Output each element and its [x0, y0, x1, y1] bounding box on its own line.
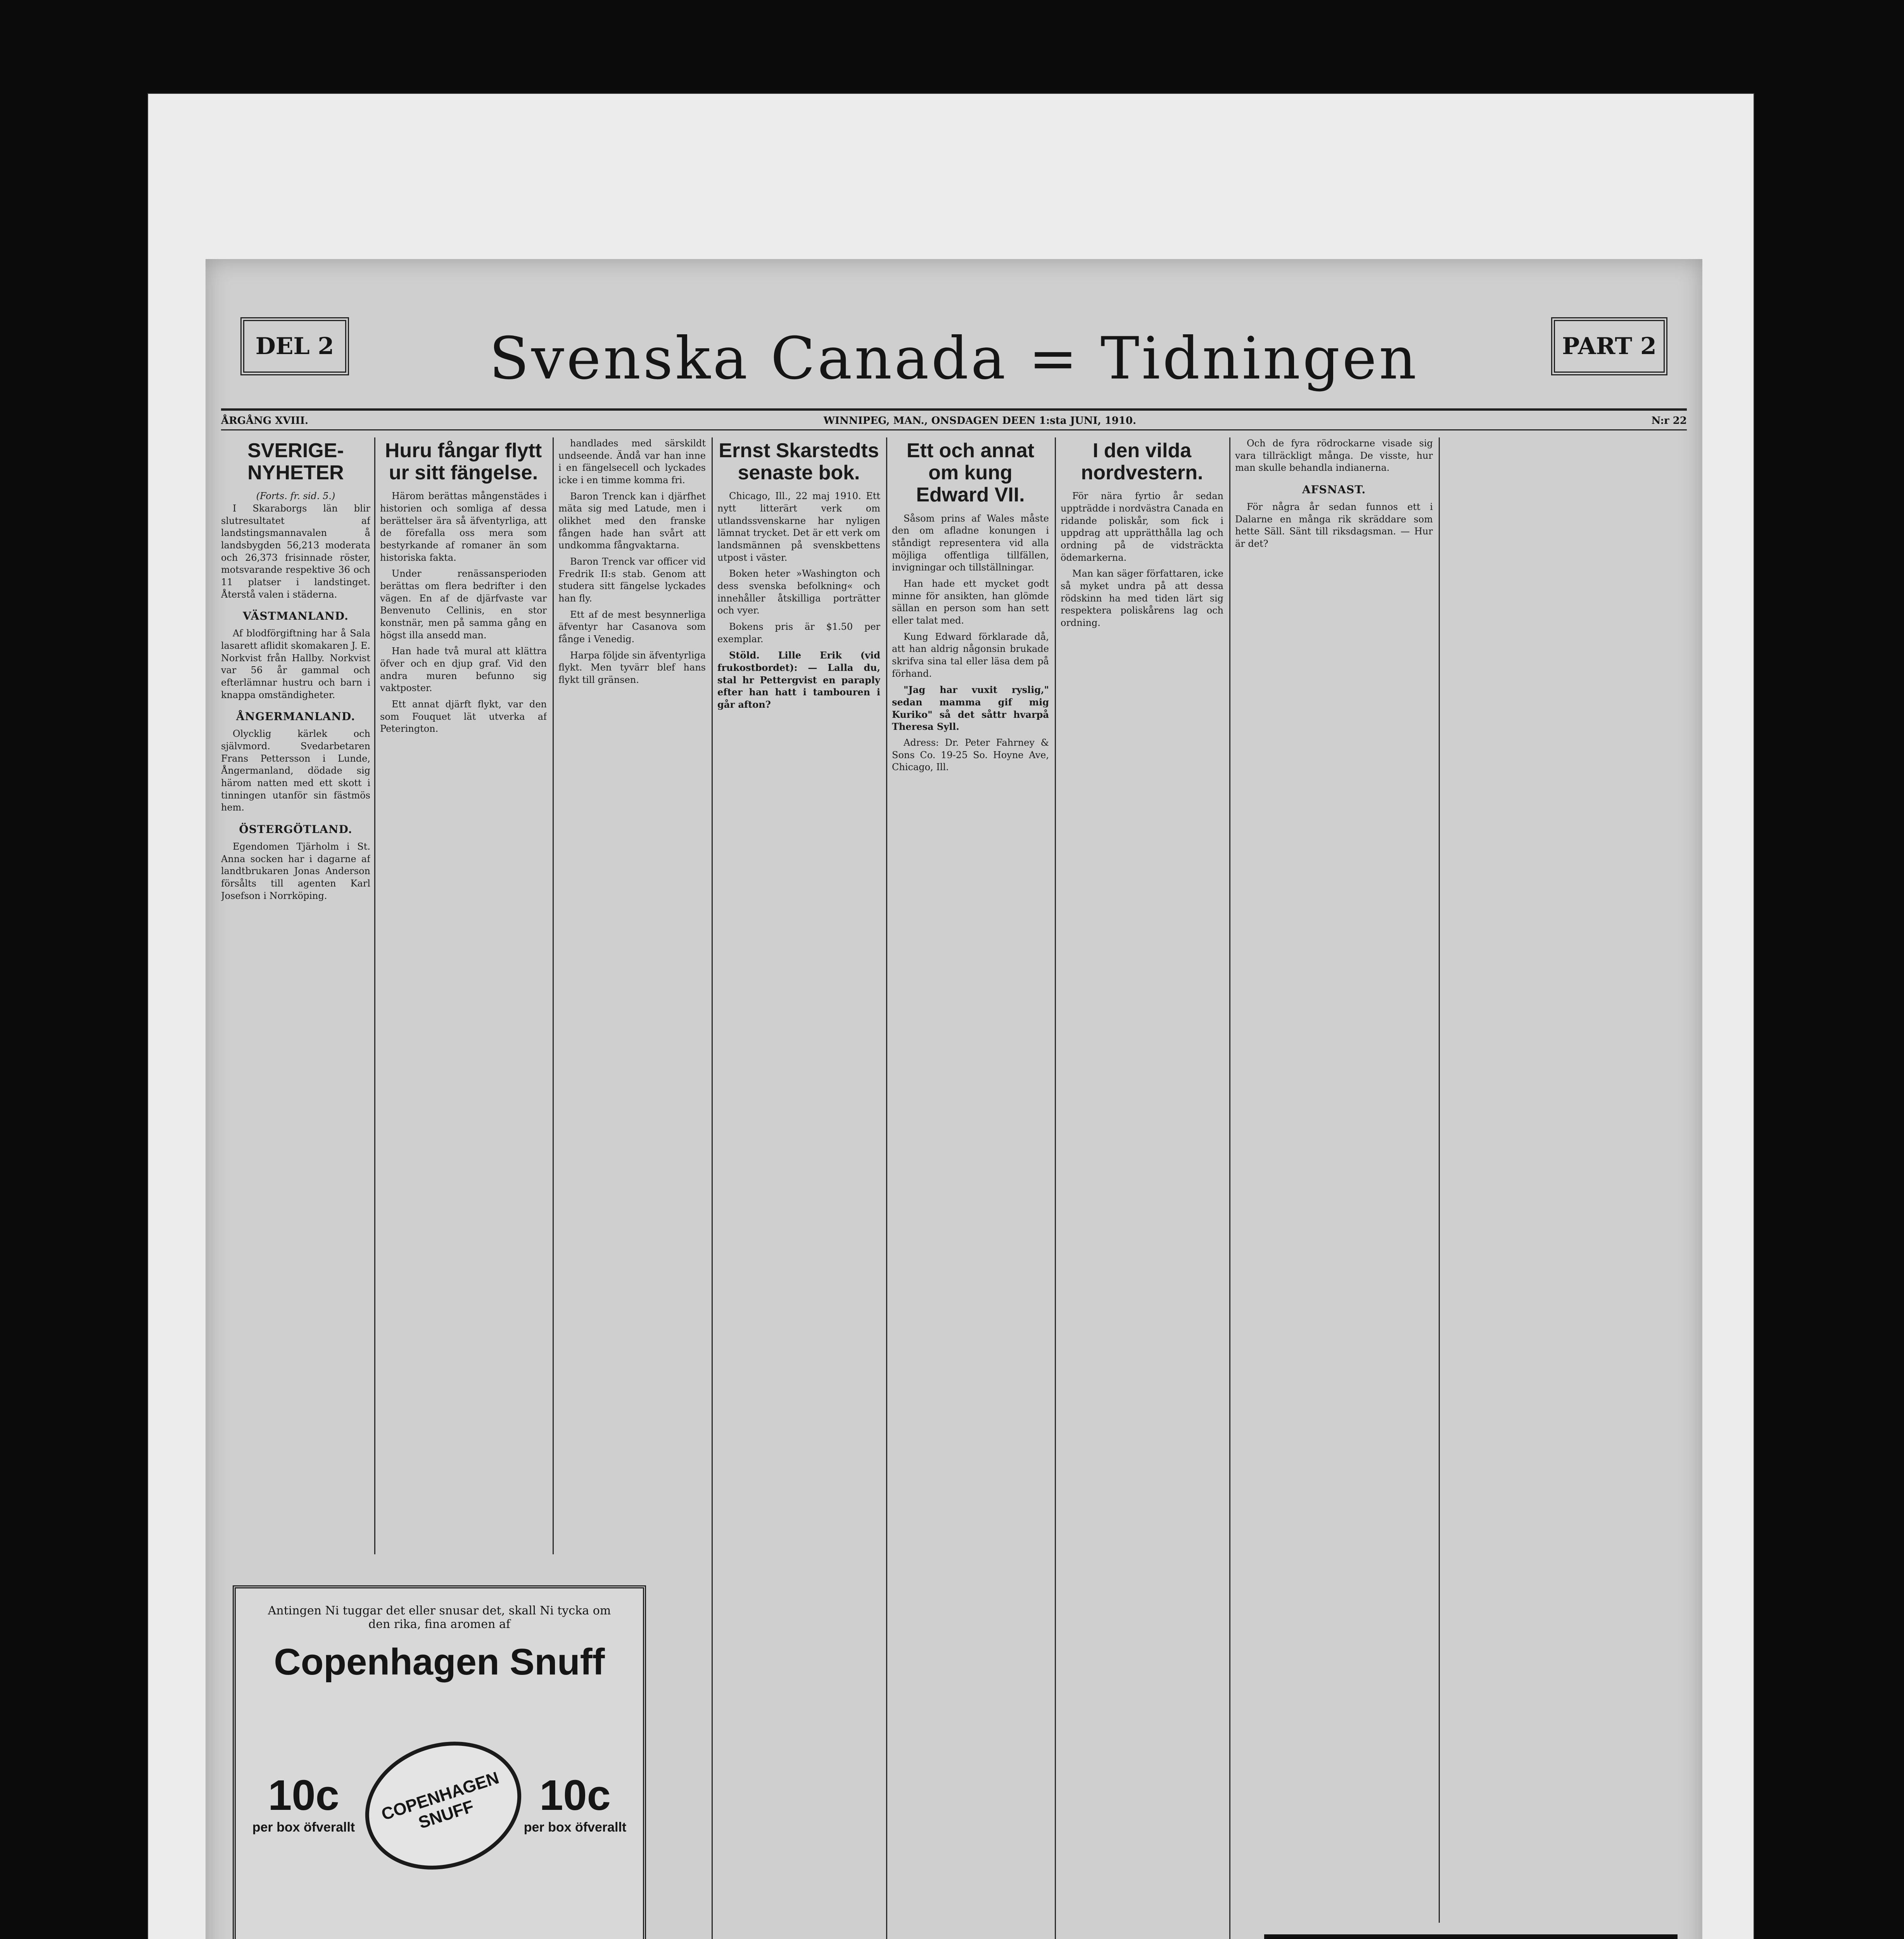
- dateline-bar: [221, 408, 1687, 430]
- section-subhead: ÖSTERGÖTLAND.: [239, 823, 352, 836]
- column-vilda-nordvestern-cont: [1235, 437, 1433, 1872]
- issue-number: N:r 22: [1651, 415, 1687, 427]
- article-headline: I den vilda nordvestern.: [1081, 439, 1203, 484]
- article-paragraph: Ett af de mest besynnerliga äfventyr har Casanova som fånge i Venedig.: [558, 609, 706, 645]
- tin-label: COPENHAGEN SNUFF: [379, 1768, 501, 1833]
- continuation-note: (Forts. fr. sid. 5.): [256, 491, 335, 502]
- article-paragraph: Han hade två mural att klättra öfver och en djup graf. Vid den andra muren befunno sig vaktposter.: [380, 646, 547, 694]
- section-subhead: ÅNGERMANLAND.: [236, 710, 356, 723]
- article-paragraph: Olycklig kärlek och självmord. Svedarbetaren Frans Pettersson i Lunde, Ångermanland, dödade sig härom natten med ett skott i tinningen utanför sin fästmös hem.: [221, 728, 370, 813]
- article-headline: Huru fångar flytt ur sitt fängelse.: [385, 439, 542, 484]
- price-right: 10c per box öfverallt: [524, 1771, 627, 1835]
- article-paragraph: Under renässansperioden berättas om flera bedrifter i den vägen. En af de djärfvaste var Benvenuto Cellinis, en stor konstnär, men på samma gång en högst illa ansedd man.: [380, 568, 547, 641]
- snuff-tin-illustration: [349, 1722, 538, 1889]
- article-paragraph: Af blodförgiftning har å Sala lasarett aflidit skomakaren J. E. Norkvist från Hallby. Norkvist var 56 år gammal och efterlämnar hustru och barn i knappa omständigheter.: [221, 628, 370, 700]
- price-left: 10c per box öfverallt: [252, 1771, 355, 1835]
- column-fangar: [380, 437, 547, 1562]
- article-paragraph: För nära fyrtio år sedan uppträdde i nordvästra Canada en ridande poliskår, som fick i uppdrag att upprätthålla lag och ordning på de vidsträckta ödemarkerna.: [1061, 491, 1223, 563]
- part-box-left: DEL 2: [240, 317, 349, 375]
- column-kung-edward: [892, 437, 1049, 1939]
- column-sverige-nyheter: [221, 437, 370, 1562]
- article-paragraph: Harpa följde sin äfventyrliga flykt. Men tyvärr blef hans flykt till gränsen.: [558, 650, 706, 686]
- article-paragraph: Boken heter »Washington och dess svenska befolkning« och innehåller åtskilliga porträtter och vyer.: [717, 568, 880, 616]
- article-headline: Ett och annat om kung Edward VII.: [906, 439, 1035, 506]
- article-paragraph: Egendomen Tjärholm i St. Anna socken har i dagarne af landtbrukaren Jonas Anderson försålts till agenten Karl Josefson i Norrköping.: [221, 841, 370, 901]
- article-paragraph: I Skaraborgs län blir slutresultatet af landstingsmannavalen å landsbygden 56,213 moderata och 26,373 frisinnade röster, motsvarande respektive 36 och 11 platser i landstinget. Återstå valen i städerna.: [221, 503, 370, 600]
- article-paragraph: Man kan säger författaren, icke så myket undra på att dessa rödskinn ha med tiden lärt sig respektera poliskårens lag och ordning.: [1061, 568, 1223, 629]
- masthead-title: Svenska Canada = Tidningen: [489, 325, 1419, 392]
- ad-product-name: Copenhagen Snuff: [274, 1641, 605, 1683]
- article-paragraph: Bokens pris är $1.50 per exemplar.: [717, 621, 880, 645]
- article-paragraph: Och de fyra rödrockarne visade sig vara tillräckligt många. De visste, hur man skulle behandla indianerna.: [1235, 438, 1433, 474]
- article-headline: SVERIGE-NYHETER: [247, 439, 344, 484]
- part-box-right: PART 2: [1551, 317, 1667, 375]
- section-subhead: VÄSTMANLAND.: [243, 610, 349, 623]
- section-subhead: AFSNAST.: [1302, 483, 1366, 496]
- article-paragraph: Såsom prins af Wales måste den om afladne konungen i ståndigt representera vid alla möjliga offentliga tillfällen, invigningar och tillställningar.: [892, 513, 1049, 573]
- article-paragraph: För några år sedan funnos ett i Dalarne en många rik skräddare som hette Säll. Sänt till riksdagsman. — Hur är det?: [1235, 501, 1433, 549]
- column-skarstedt: [717, 437, 880, 1939]
- cigars-1912-ad: [1264, 1934, 1678, 1939]
- article-paragraph: "Jag har vuxit ryslig," sedan mamma gif mig Kuriko" så det såttr hvarpå Theresa Syll.: [892, 684, 1049, 733]
- column-vilda-nordvestern: [1061, 437, 1223, 1872]
- article-paragraph: Chicago, Ill., 22 maj 1910. Ett nytt litterärt verk om utlandssvenskarne har nyligen lämnat trycket. Det är ett verk om landsmännen på svenskbettens utpost i väster.: [717, 491, 880, 563]
- article-paragraph: Ett annat djärft flykt, var den som Fouquet lät utverka af Peterington.: [380, 699, 547, 734]
- article-paragraph: Baron Trenck var officer vid Fredrik II:s stab. Genom att studera sitt fängelse lyckades han fly.: [558, 556, 706, 604]
- dateline-text: WINNIPEG, MAN., ONSDAGEN DEEN 1:sta JUNI, 1910.: [823, 415, 1137, 427]
- article-paragraph: handlades med särskildt undseende. Ändå var han inne i en fängelsecell och lyckades icke i en timme komma fri.: [558, 438, 706, 486]
- ad-intro: Antingen Ni tuggar det eller snusar det, skall Ni tycka om den rika, fina aromen af: [268, 1604, 611, 1631]
- article-paragraph: Han hade ett mycket godt minne för ansikten, han glömde sällan en person som han sett eller talat med.: [892, 578, 1049, 626]
- copenhagen-snuff-ad: [233, 1585, 646, 1939]
- volume-label: ÅRGÅNG XVIII.: [221, 415, 309, 427]
- article-headline: Ernst Skarstedts senaste bok.: [719, 439, 879, 484]
- article-paragraph: Stöld. Lille Erik (vid frukostbordet): — Lalla du, stal hr Pettergvist en paraply efter han hatt i tambouren i går afton?: [717, 650, 880, 710]
- article-paragraph: Kung Edward förklarade då, att han aldrig någonsin brukade skrifva sina tal eller läsa dem på förhand.: [892, 631, 1049, 679]
- article-paragraph: Adress: Dr. Peter Fahrney & Sons Co. 19-25 So. Hoyne Ave, Chicago, Ill.: [892, 737, 1049, 773]
- article-paragraph: Baron Trenck kan i djärfhet mäta sig med Latude, men i olikhet med den franske fången hade han svårt att undkomma fångvaktarna.: [558, 491, 706, 551]
- article-paragraph: Härom berättas mångenstädes i historien och somliga af dessa berättelser ära så äfventyrliga, att de förefalla oss mera som bestyrkande af romaner än som historiska fakta.: [380, 491, 547, 563]
- newspaper-page: [206, 259, 1702, 1939]
